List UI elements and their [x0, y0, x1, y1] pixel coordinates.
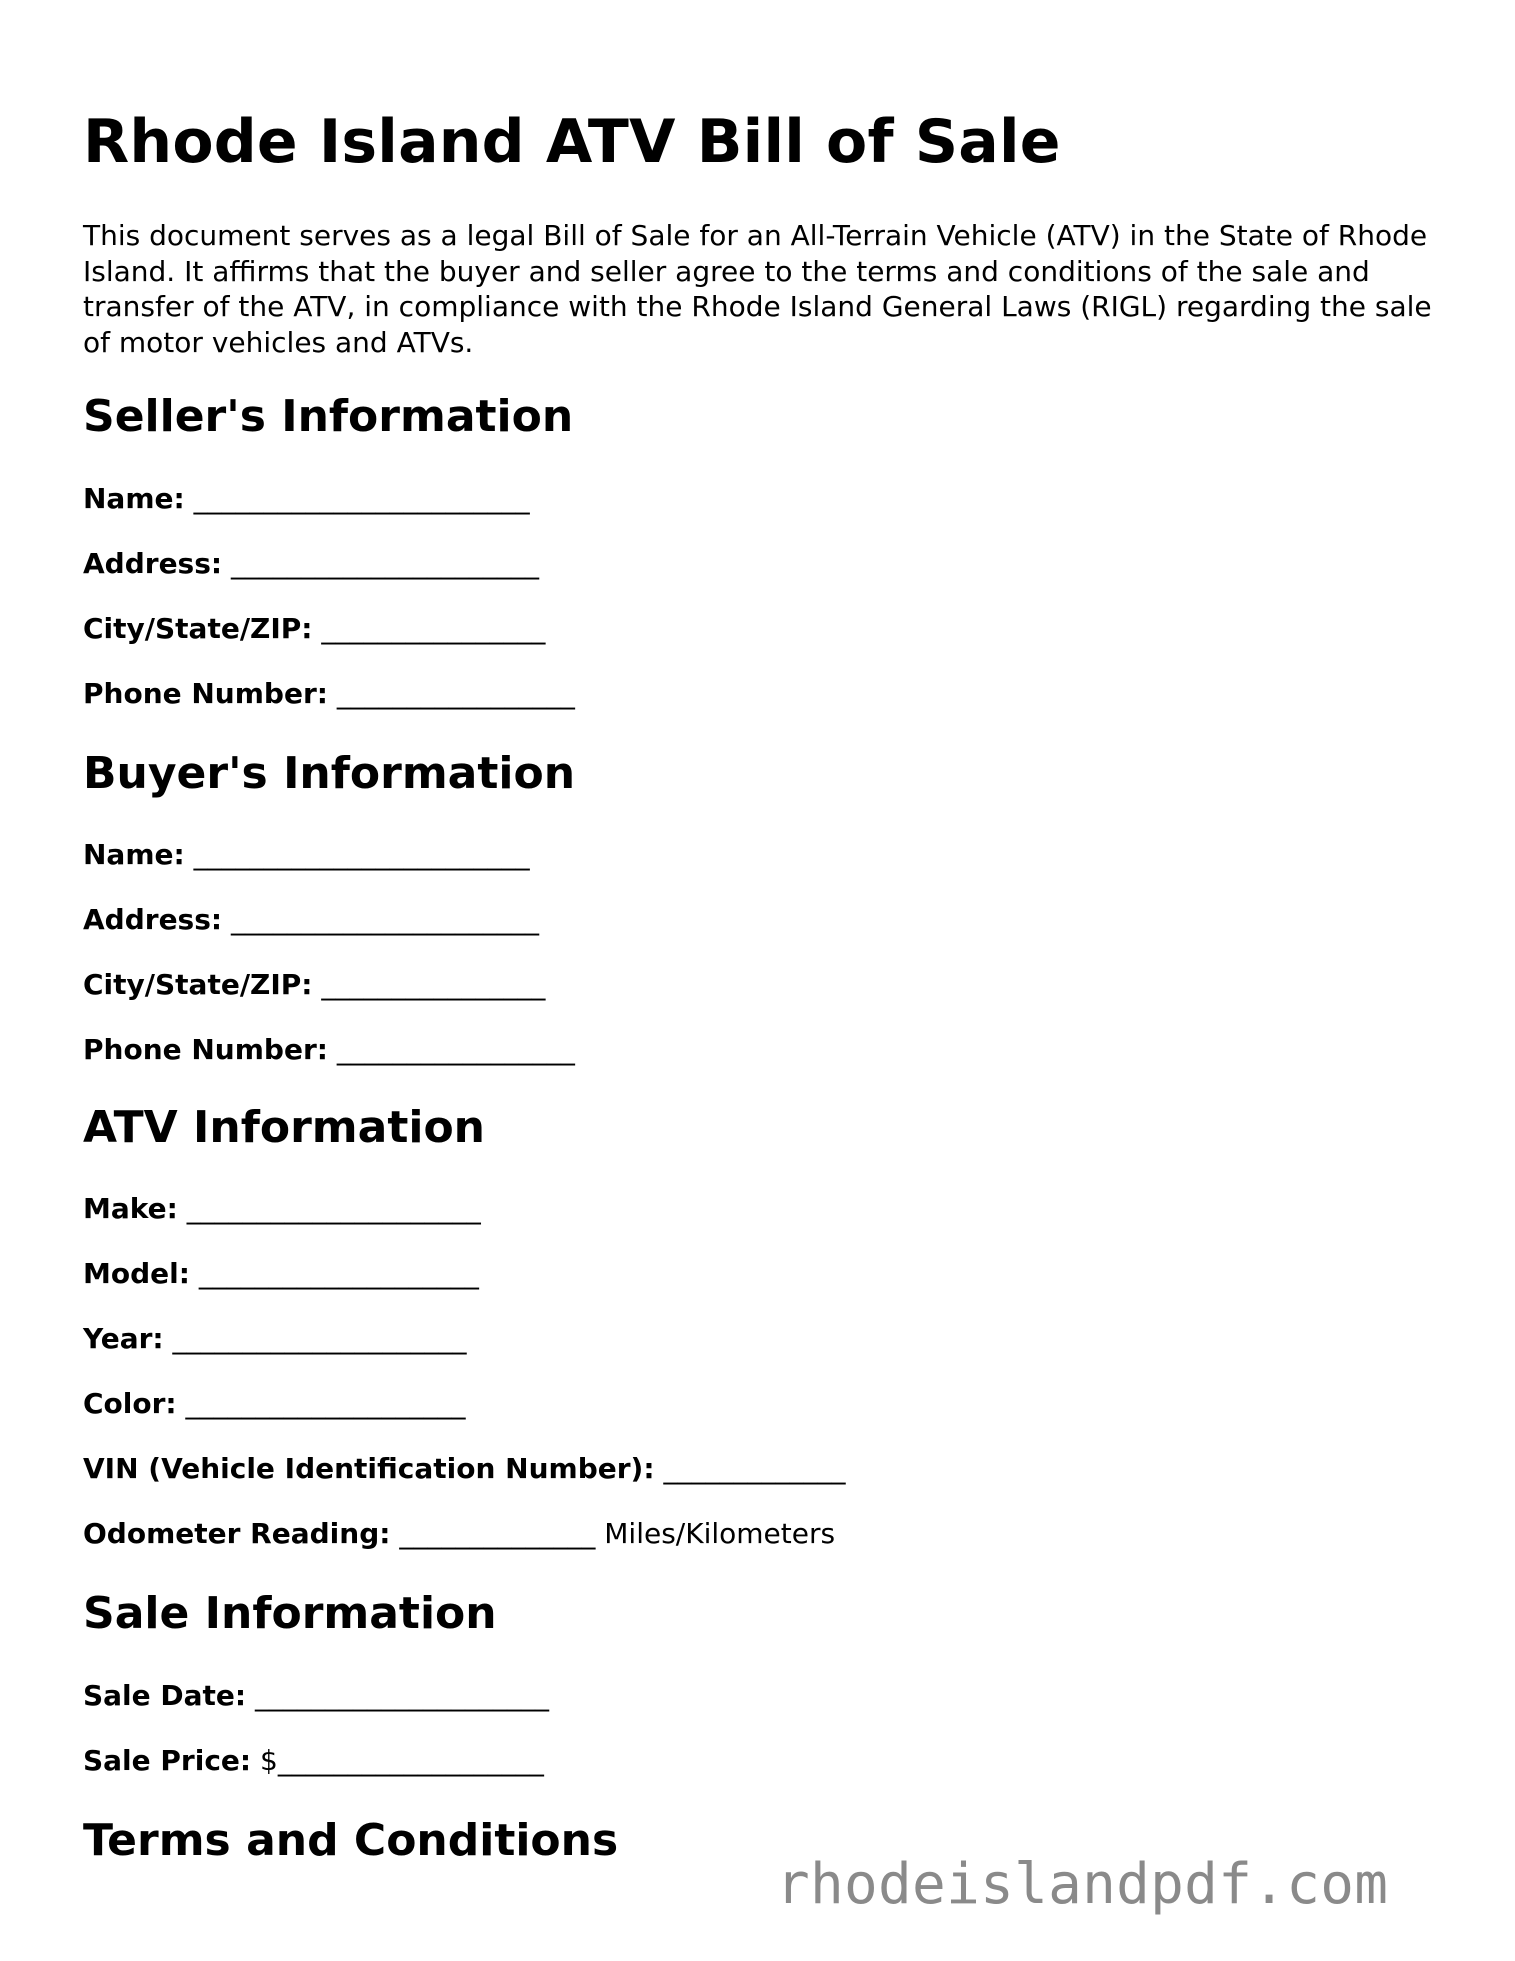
atv-make-label: Make:: [83, 1192, 178, 1225]
atv-odometer-unit: Miles/Kilometers: [604, 1517, 836, 1550]
buyer-name-label: Name:: [83, 838, 185, 871]
atv-odometer-field: [83, 1517, 835, 1551]
seller-section-heading: Seller's Information: [83, 391, 574, 442]
sale-section-heading: Sale Information: [83, 1588, 497, 1639]
buyer-phone-label: Phone Number:: [83, 1033, 328, 1066]
buyer-name-field: [83, 838, 530, 872]
site-watermark: rhodeislandpdf.com: [776, 1852, 1389, 1917]
sale-date-field: [83, 1679, 549, 1713]
seller-name-label: Name:: [83, 482, 185, 515]
atv-section-heading: ATV Information: [83, 1102, 485, 1153]
buyer-phone-blank[interactable]: _________________: [336, 1033, 575, 1066]
buyer-section-heading: Buyer's Information: [83, 748, 576, 799]
terms-section-heading: Terms and Conditions: [83, 1815, 619, 1866]
seller-address-label: Address:: [83, 547, 223, 580]
sale-price-label: Sale Price:: [83, 1744, 252, 1777]
atv-vin-blank[interactable]: _____________: [663, 1452, 846, 1485]
seller-city-state-zip-blank[interactable]: ________________: [321, 612, 546, 645]
sale-price-field: [83, 1744, 544, 1778]
atv-make-field: [83, 1192, 481, 1226]
seller-address-field: [83, 547, 539, 581]
atv-year-label: Year:: [83, 1322, 164, 1355]
buyer-address-label: Address:: [83, 903, 223, 936]
seller-name-field: [83, 482, 530, 516]
atv-color-field: [83, 1387, 466, 1421]
buyer-address-blank[interactable]: ______________________: [231, 903, 539, 936]
seller-phone-label: Phone Number:: [83, 677, 328, 710]
atv-color-label: Color:: [83, 1387, 177, 1420]
buyer-city-state-zip-label: City/State/ZIP:: [83, 968, 313, 1001]
atv-vin-label: VIN (Vehicle Identification Number):: [83, 1452, 655, 1485]
intro-paragraph: This document serves as a legal Bill of Sale for an All-Terrain Vehicle (ATV) in the State of Rhode Island. It affirms that the buyer and seller agree to the terms and conditions of the sale and transfer of the ATV, in compliance with the Rhode Island General Laws (RIGL) regarding the sale of motor vehicles and ATVs.: [83, 219, 1432, 359]
seller-name-blank[interactable]: ________________________: [193, 482, 530, 515]
atv-year-field: [83, 1322, 467, 1356]
sale-date-blank[interactable]: _____________________: [255, 1679, 550, 1712]
sale-date-label: Sale Date:: [83, 1679, 247, 1712]
atv-odometer-label: Odometer Reading:: [83, 1517, 391, 1550]
seller-address-blank[interactable]: ______________________: [231, 547, 539, 580]
atv-model-field: [83, 1257, 479, 1291]
atv-odometer-blank[interactable]: ______________: [399, 1517, 596, 1550]
atv-color-blank[interactable]: ____________________: [185, 1387, 466, 1420]
atv-year-blank[interactable]: _____________________: [172, 1322, 467, 1355]
buyer-city-state-zip-blank[interactable]: ________________: [321, 968, 546, 1001]
buyer-phone-field: [83, 1033, 575, 1067]
buyer-address-field: [83, 903, 539, 937]
atv-make-blank[interactable]: _____________________: [186, 1192, 481, 1225]
atv-model-label: Model:: [83, 1257, 190, 1290]
sale-price-blank[interactable]: $___________________: [260, 1744, 544, 1777]
seller-phone-blank[interactable]: _________________: [336, 677, 575, 710]
seller-city-state-zip-field: [83, 612, 545, 646]
buyer-name-blank[interactable]: ________________________: [193, 838, 530, 871]
atv-vin-field: [83, 1452, 845, 1486]
buyer-city-state-zip-field: [83, 968, 545, 1002]
page-title: Rhode Island ATV Bill of Sale: [83, 107, 1061, 177]
seller-phone-field: [83, 677, 575, 711]
seller-city-state-zip-label: City/State/ZIP:: [83, 612, 313, 645]
atv-model-blank[interactable]: ____________________: [198, 1257, 479, 1290]
